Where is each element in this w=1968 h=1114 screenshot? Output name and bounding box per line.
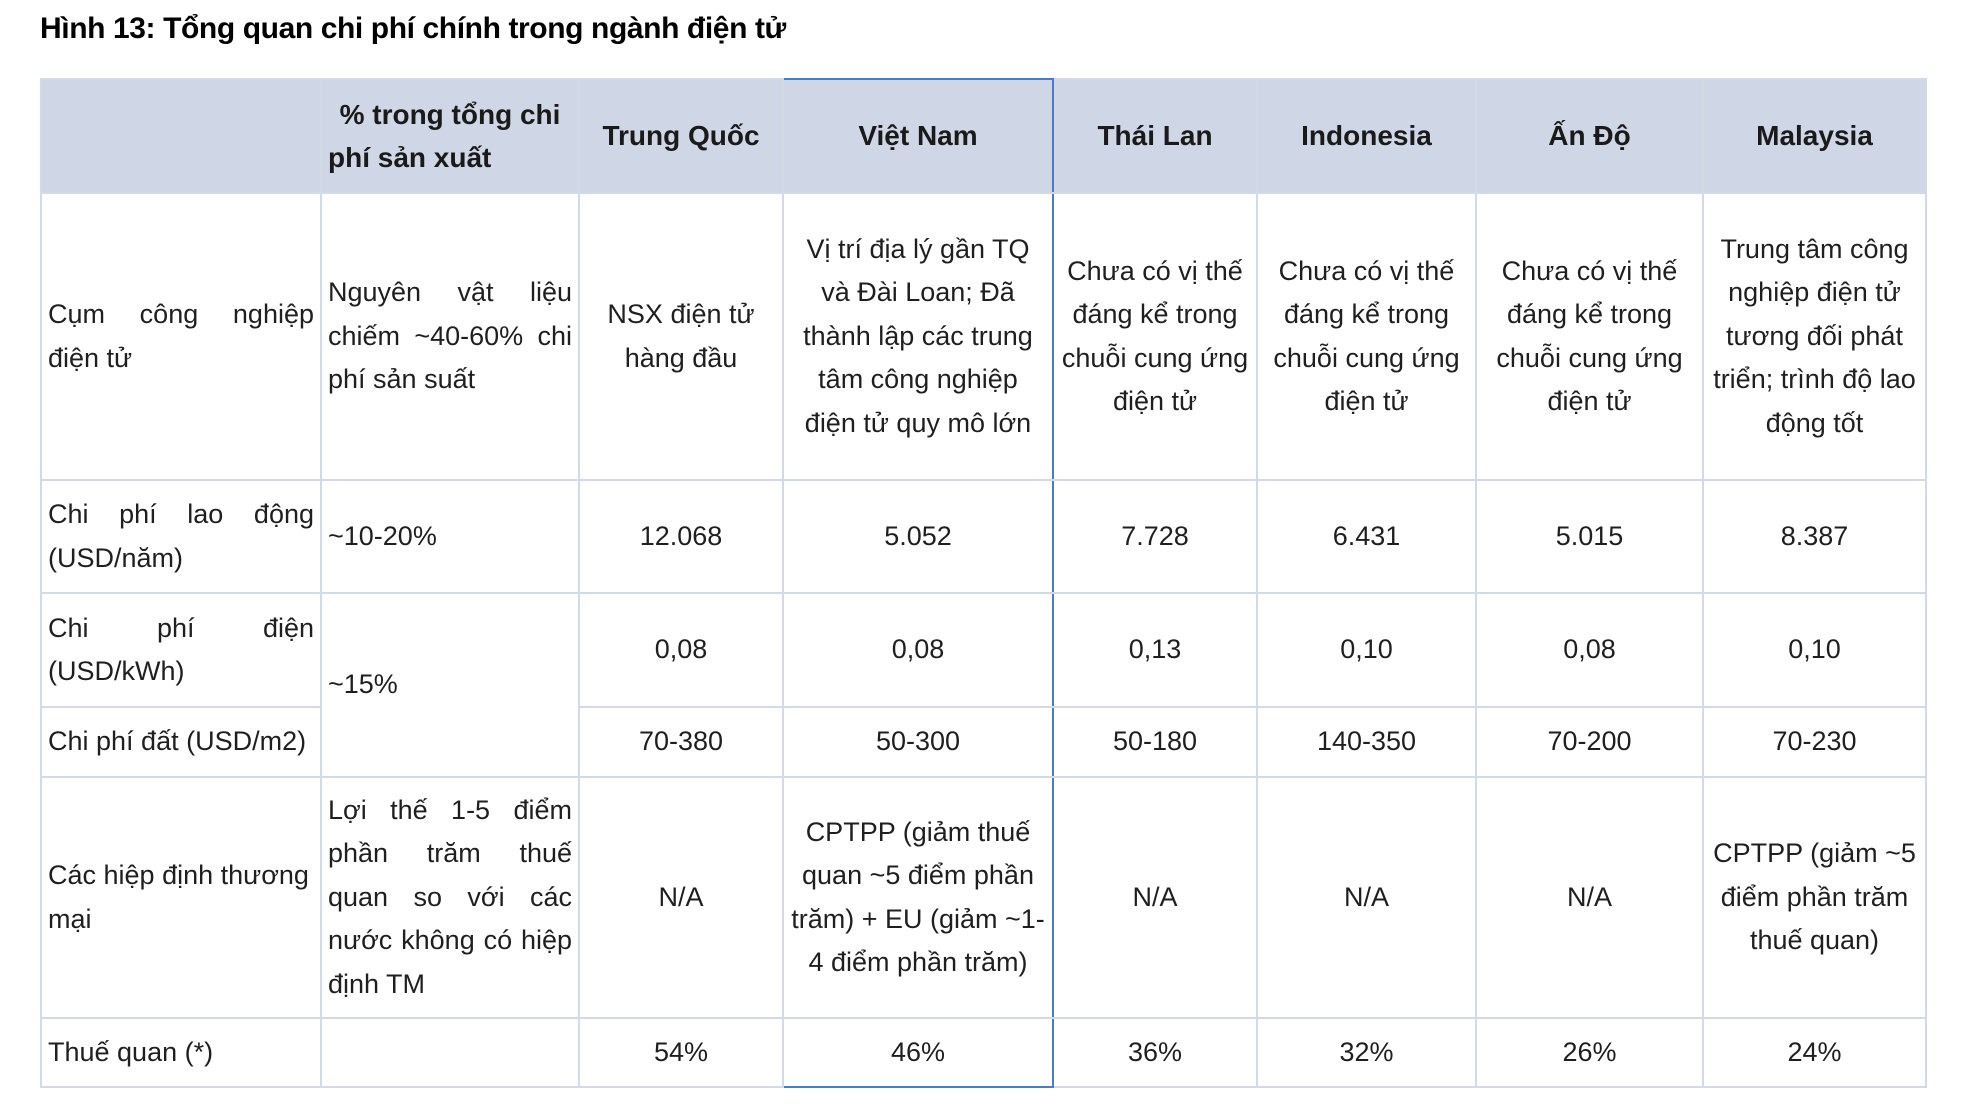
cell-vietnam: 5.052 — [783, 480, 1053, 593]
cell-india: 0,08 — [1476, 593, 1703, 707]
cell-china: 70-380 — [579, 707, 783, 777]
table-row-trade-agreements — [41, 777, 1926, 1018]
cell-vietnam: CPTPP (giảm thuế quan ~5 điểm phần trăm) + EU (giảm ~1-4 điểm phần trăm) — [783, 777, 1053, 1018]
figure-title: Hình 13: Tổng quan chi phí chính trong ngành điện tử — [40, 12, 786, 45]
table-row-tariffs — [41, 1018, 1926, 1087]
row-label: Cụm công nghiệp điện tử — [41, 193, 321, 480]
cell-vietnam: 0,08 — [783, 593, 1053, 707]
cell-china: NSX điện tử hàng đầu — [579, 193, 783, 480]
cell-india: 5.015 — [1476, 480, 1703, 593]
cell-china: 54% — [579, 1018, 783, 1087]
header-malaysia: Malaysia — [1703, 79, 1926, 193]
cell-india: 70-200 — [1476, 707, 1703, 777]
cell-malaysia: 0,10 — [1703, 593, 1926, 707]
header-row — [41, 79, 1926, 193]
row-label: Chi phí lao động (USD/năm) — [41, 480, 321, 593]
pct-cell — [321, 1018, 579, 1087]
cell-malaysia: Trung tâm công nghiệp điện tử tương đối phát triển; trình độ lao động tốt — [1703, 193, 1926, 480]
cell-india: 26% — [1476, 1018, 1703, 1087]
row-label: Chi phí đất (USD/m2) — [41, 707, 321, 777]
header-vietnam: Việt Nam — [783, 79, 1053, 193]
row-label: Các hiệp định thương mại — [41, 777, 321, 1018]
cell-china: N/A — [579, 777, 783, 1018]
cell-thailand: 0,13 — [1053, 593, 1257, 707]
row-label: Chi phí điện (USD/kWh) — [41, 593, 321, 707]
cell-thailand: 36% — [1053, 1018, 1257, 1087]
cost-overview-table — [40, 78, 1927, 1088]
cell-india: N/A — [1476, 777, 1703, 1018]
cell-indonesia: 6.431 — [1257, 480, 1476, 593]
cell-thailand: N/A — [1053, 777, 1257, 1018]
cell-indonesia: 0,10 — [1257, 593, 1476, 707]
pct-cell: ~10-20% — [321, 480, 579, 593]
header-india: Ấn Độ — [1476, 79, 1703, 193]
header-pct-of-cost: % trong tổng chi phí sản xuất — [321, 79, 579, 193]
cell-indonesia: 140-350 — [1257, 707, 1476, 777]
cell-indonesia: N/A — [1257, 777, 1476, 1018]
table-row-labor-cost — [41, 480, 1926, 593]
cell-thailand: 7.728 — [1053, 480, 1257, 593]
cell-china: 12.068 — [579, 480, 783, 593]
cell-malaysia: CPTPP (giảm ~5 điểm phần trăm thuế quan) — [1703, 777, 1926, 1018]
cell-malaysia: 70-230 — [1703, 707, 1926, 777]
table-row-electricity-cost — [41, 593, 1926, 707]
cell-vietnam: 46% — [783, 1018, 1053, 1087]
pct-cell: Lợi thế 1-5 điểm phần trăm thuế quan so với các nước không có hiệp định TM — [321, 777, 579, 1018]
cell-thailand: Chưa có vị thế đáng kể trong chuỗi cung ứng điện tử — [1053, 193, 1257, 480]
cell-indonesia: Chưa có vị thế đáng kể trong chuỗi cung ứng điện tử — [1257, 193, 1476, 480]
cell-vietnam: 50-300 — [783, 707, 1053, 777]
header-china: Trung Quốc — [579, 79, 783, 193]
pct-cell-merged: ~15% — [321, 593, 579, 777]
cell-indonesia: 32% — [1257, 1018, 1476, 1087]
cell-thailand: 50-180 — [1053, 707, 1257, 777]
table-row-industrial-cluster — [41, 193, 1926, 480]
header-thailand: Thái Lan — [1053, 79, 1257, 193]
header-category — [41, 79, 321, 193]
cell-malaysia: 24% — [1703, 1018, 1926, 1087]
pct-cell: Nguyên vật liệu chiếm ~40-60% chi phí sản suất — [321, 193, 579, 480]
cell-vietnam: Vị trí địa lý gần TQ và Đài Loan; Đã thành lập các trung tâm công nghiệp điện tử quy mô lớn — [783, 193, 1053, 480]
header-indonesia: Indonesia — [1257, 79, 1476, 193]
cell-china: 0,08 — [579, 593, 783, 707]
cell-malaysia: 8.387 — [1703, 480, 1926, 593]
row-label: Thuế quan (*) — [41, 1018, 321, 1087]
cell-india: Chưa có vị thế đáng kể trong chuỗi cung ứng điện tử — [1476, 193, 1703, 480]
